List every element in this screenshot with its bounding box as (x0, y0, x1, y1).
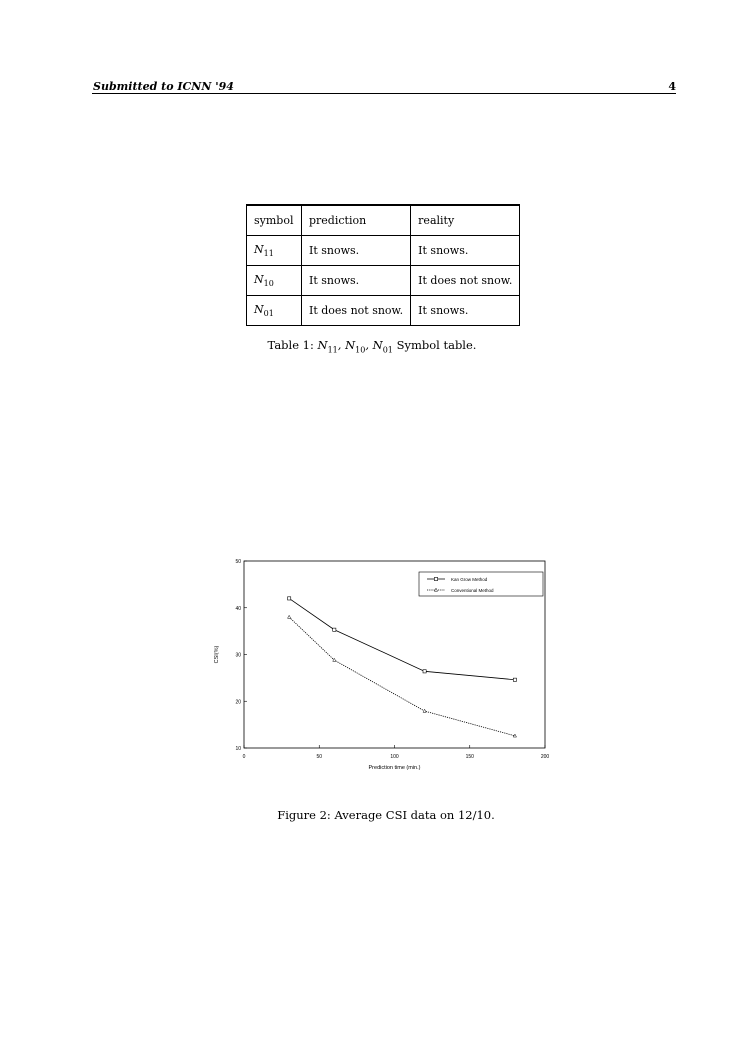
symbol-cell (247, 236, 302, 266)
prediction-cell: It snows. (302, 266, 411, 296)
table-row (247, 266, 520, 296)
caption-symbol-sub: 01 (382, 345, 393, 355)
figure-caption: Figure 2: Average CSI data on 12/10. (277, 808, 495, 822)
symbol-sub: 11 (263, 249, 274, 259)
csi-line-chart (200, 552, 560, 777)
y-tick-label: 20 (235, 699, 241, 706)
table-header-row (247, 205, 520, 236)
symbol-base: N (254, 302, 264, 316)
x-axis-label: Prediction time (min.) (368, 765, 421, 771)
reality-cell: It does not snow. (411, 266, 520, 296)
data-point (333, 628, 336, 631)
header-symbol: symbol (247, 205, 302, 236)
legend-label: Kan Grow Method (451, 576, 488, 582)
symbol-table (246, 204, 520, 326)
y-axis-label: CSI(%) (214, 645, 220, 664)
x-tick-label: 0 (242, 754, 246, 760)
page-number: 4 (668, 80, 676, 93)
table-caption-prefix: Table 1: (267, 338, 314, 352)
data-point (423, 709, 426, 712)
header-reality: reality (411, 205, 520, 236)
legend-marker (434, 577, 437, 580)
y-tick-label: 10 (235, 746, 241, 752)
caption-symbol-base: N (317, 338, 328, 352)
y-tick-label: 40 (235, 605, 241, 612)
table-row (247, 296, 520, 326)
header-prediction: prediction (302, 205, 411, 236)
data-point (333, 658, 336, 661)
x-tick-label: 50 (316, 754, 323, 760)
caption-symbol-base: N (345, 338, 356, 352)
symbol-base: N (254, 242, 264, 256)
y-tick-label: 50 (235, 559, 241, 565)
table-caption: Table 1: $N_{11}$, $N_{10}$, $N_{01}$ Symbol table. (267, 338, 477, 355)
data-point (288, 597, 291, 600)
x-tick-label: 100 (390, 754, 399, 760)
caption-symbol-sub: 10 (355, 345, 366, 355)
table-row (247, 236, 520, 266)
symbol-base: N (254, 272, 264, 286)
data-point (513, 678, 516, 681)
x-tick-label: 200 (540, 754, 550, 760)
y-tick-label: 30 (235, 652, 241, 659)
data-point (423, 670, 426, 673)
caption-symbol-base: N (372, 338, 383, 352)
caption-symbol-sub: 11 (327, 345, 338, 355)
symbol-sub: 01 (263, 309, 274, 319)
symbol-sub: 10 (263, 279, 274, 289)
symbol-cell (247, 266, 302, 296)
prediction-cell: It does not snow. (302, 296, 411, 326)
series-line-1 (289, 598, 515, 679)
prediction-cell: It snows. (302, 236, 411, 266)
x-tick-label: 150 (465, 754, 474, 760)
running-header (92, 80, 676, 94)
data-point (288, 615, 291, 618)
symbol-cell (247, 296, 302, 326)
reality-cell: It snows. (411, 296, 520, 326)
legend-label: Conventional Method (451, 587, 494, 593)
table-caption-suffix: Symbol table. (396, 338, 477, 352)
header-title: Submitted to ICNN '94 (93, 80, 234, 93)
reality-cell: It snows. (411, 236, 520, 266)
